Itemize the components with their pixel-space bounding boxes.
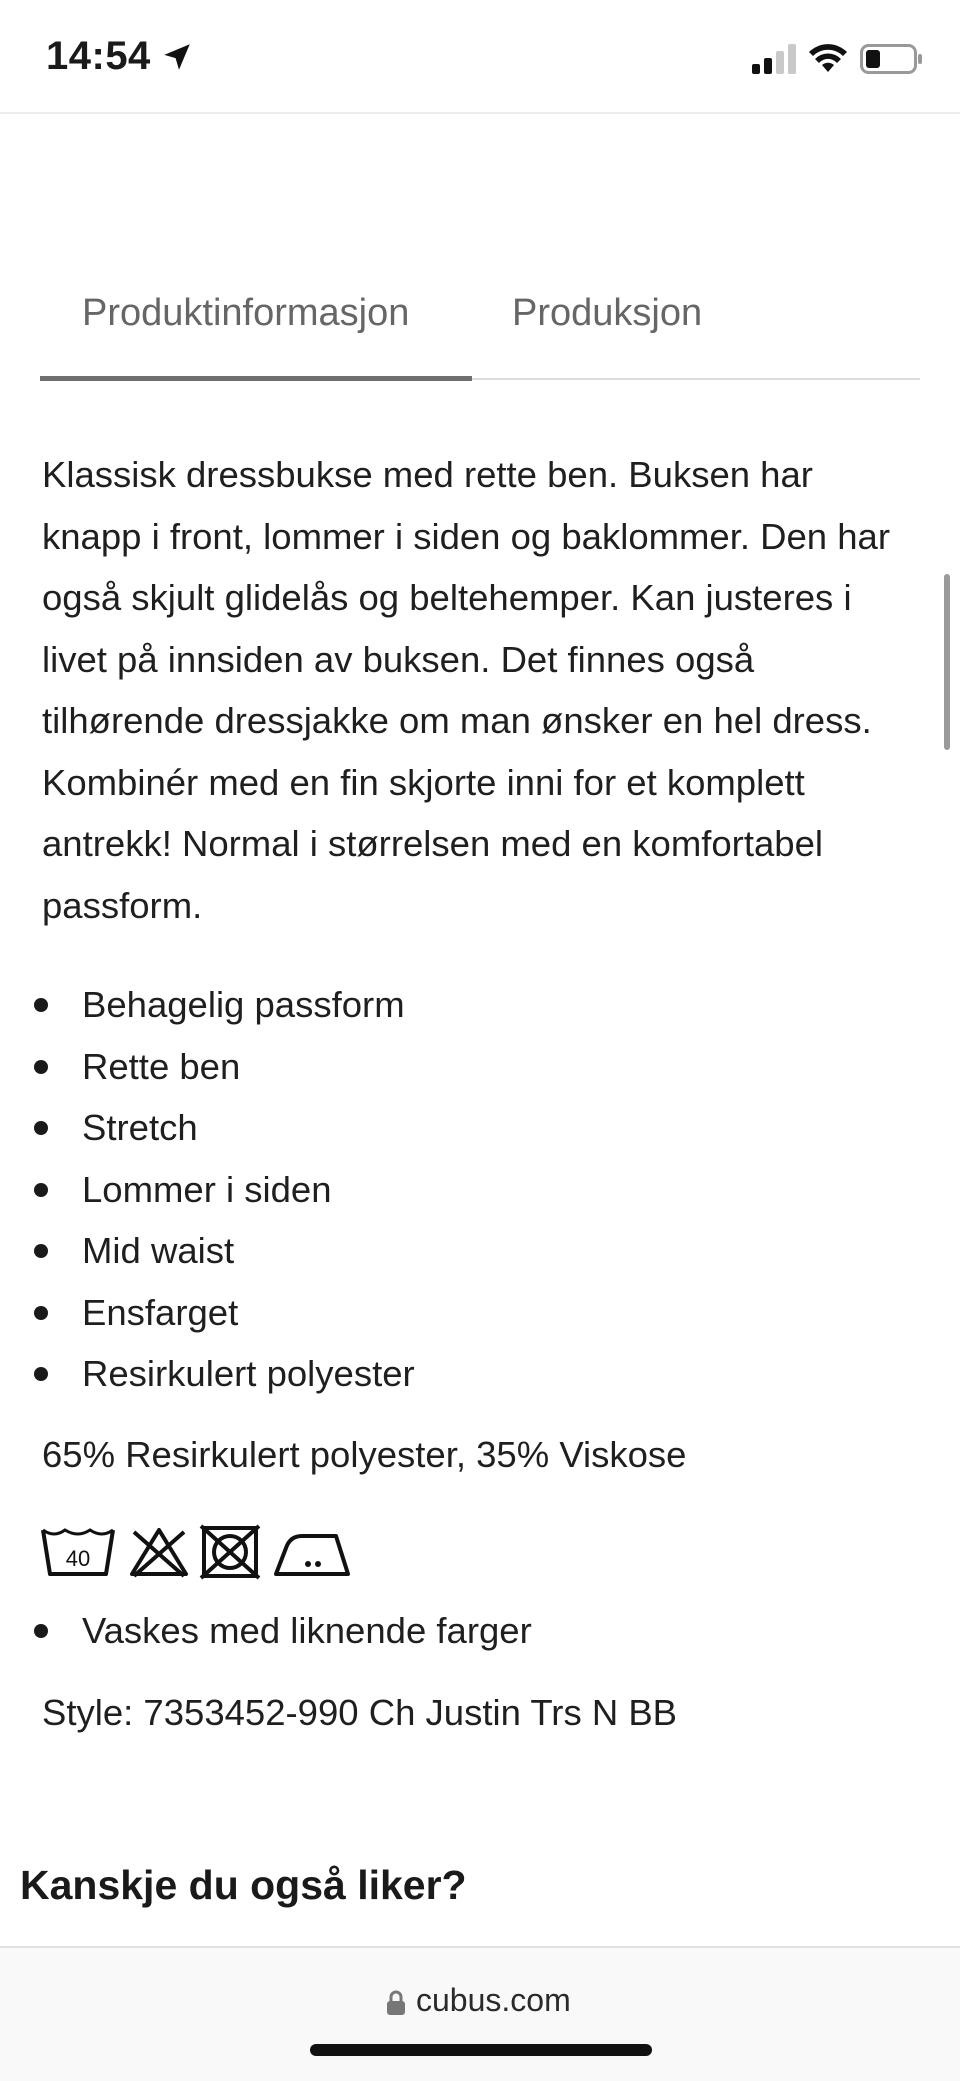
wifi-icon	[808, 42, 848, 74]
cellular-signal-icon	[752, 44, 798, 74]
care-instructions-list	[0, 1600, 960, 1662]
list-item: Rette ben	[0, 1036, 960, 1098]
tab-produksjon[interactable]: Produksjon	[512, 292, 703, 334]
list-item: Vaskes med liknende farger	[0, 1600, 960, 1662]
browser-url-bar[interactable]	[0, 1946, 960, 2081]
list-item: Stretch	[0, 1097, 960, 1159]
tab-produktinformasjon[interactable]: Produktinformasjon	[82, 292, 410, 334]
list-item: Mid waist	[0, 1220, 960, 1282]
scroll-indicator[interactable]	[944, 574, 950, 750]
battery-icon	[860, 44, 924, 74]
style-number: Style: 7353452-990 Ch Justin Trs N BB	[42, 1692, 678, 1733]
home-indicator[interactable]	[310, 2044, 652, 2056]
iron-medium-icon	[272, 1524, 352, 1580]
lock-icon	[386, 1990, 406, 2016]
wash-40-icon	[40, 1524, 116, 1580]
no-tumble-dry-icon	[198, 1524, 262, 1580]
status-time: 14:54	[46, 34, 151, 78]
list-item: Lommer i siden	[0, 1159, 960, 1221]
recommendations-title: Kanskje du også liker?	[20, 1862, 467, 1908]
care-symbols	[40, 1524, 370, 1580]
feature-list	[0, 974, 960, 1405]
list-item: Resirkulert polyester	[0, 1343, 960, 1405]
active-tab-indicator	[40, 376, 472, 381]
list-item: Ensfarget	[0, 1282, 960, 1344]
wash-temp-label: 40	[65, 1546, 91, 1571]
product-description: Klassisk dressbukse med rette ben. Buksen har knapp i front, lommer i siden og baklommer. Den har også skjult glidelås og beltehemper. Kan justeres i livet på innsiden av buksen. Det finnes også tilhørende dressjakke om man ønsker en hel dress. Kombinér med en fin skjorte inni for et komplett antrekk! Normal i størrelsen med en komfortabel passform.	[42, 454, 891, 926]
list-item: Behagelig passform	[0, 974, 960, 1036]
url-text[interactable]: cubus.com	[416, 1982, 571, 2018]
no-bleach-icon	[128, 1524, 190, 1580]
material-composition: 65% Resirkulert polyester, 35% Viskose	[42, 1434, 687, 1475]
product-tabs	[40, 280, 920, 380]
status-bar	[0, 0, 960, 114]
location-arrow-icon	[160, 40, 194, 74]
